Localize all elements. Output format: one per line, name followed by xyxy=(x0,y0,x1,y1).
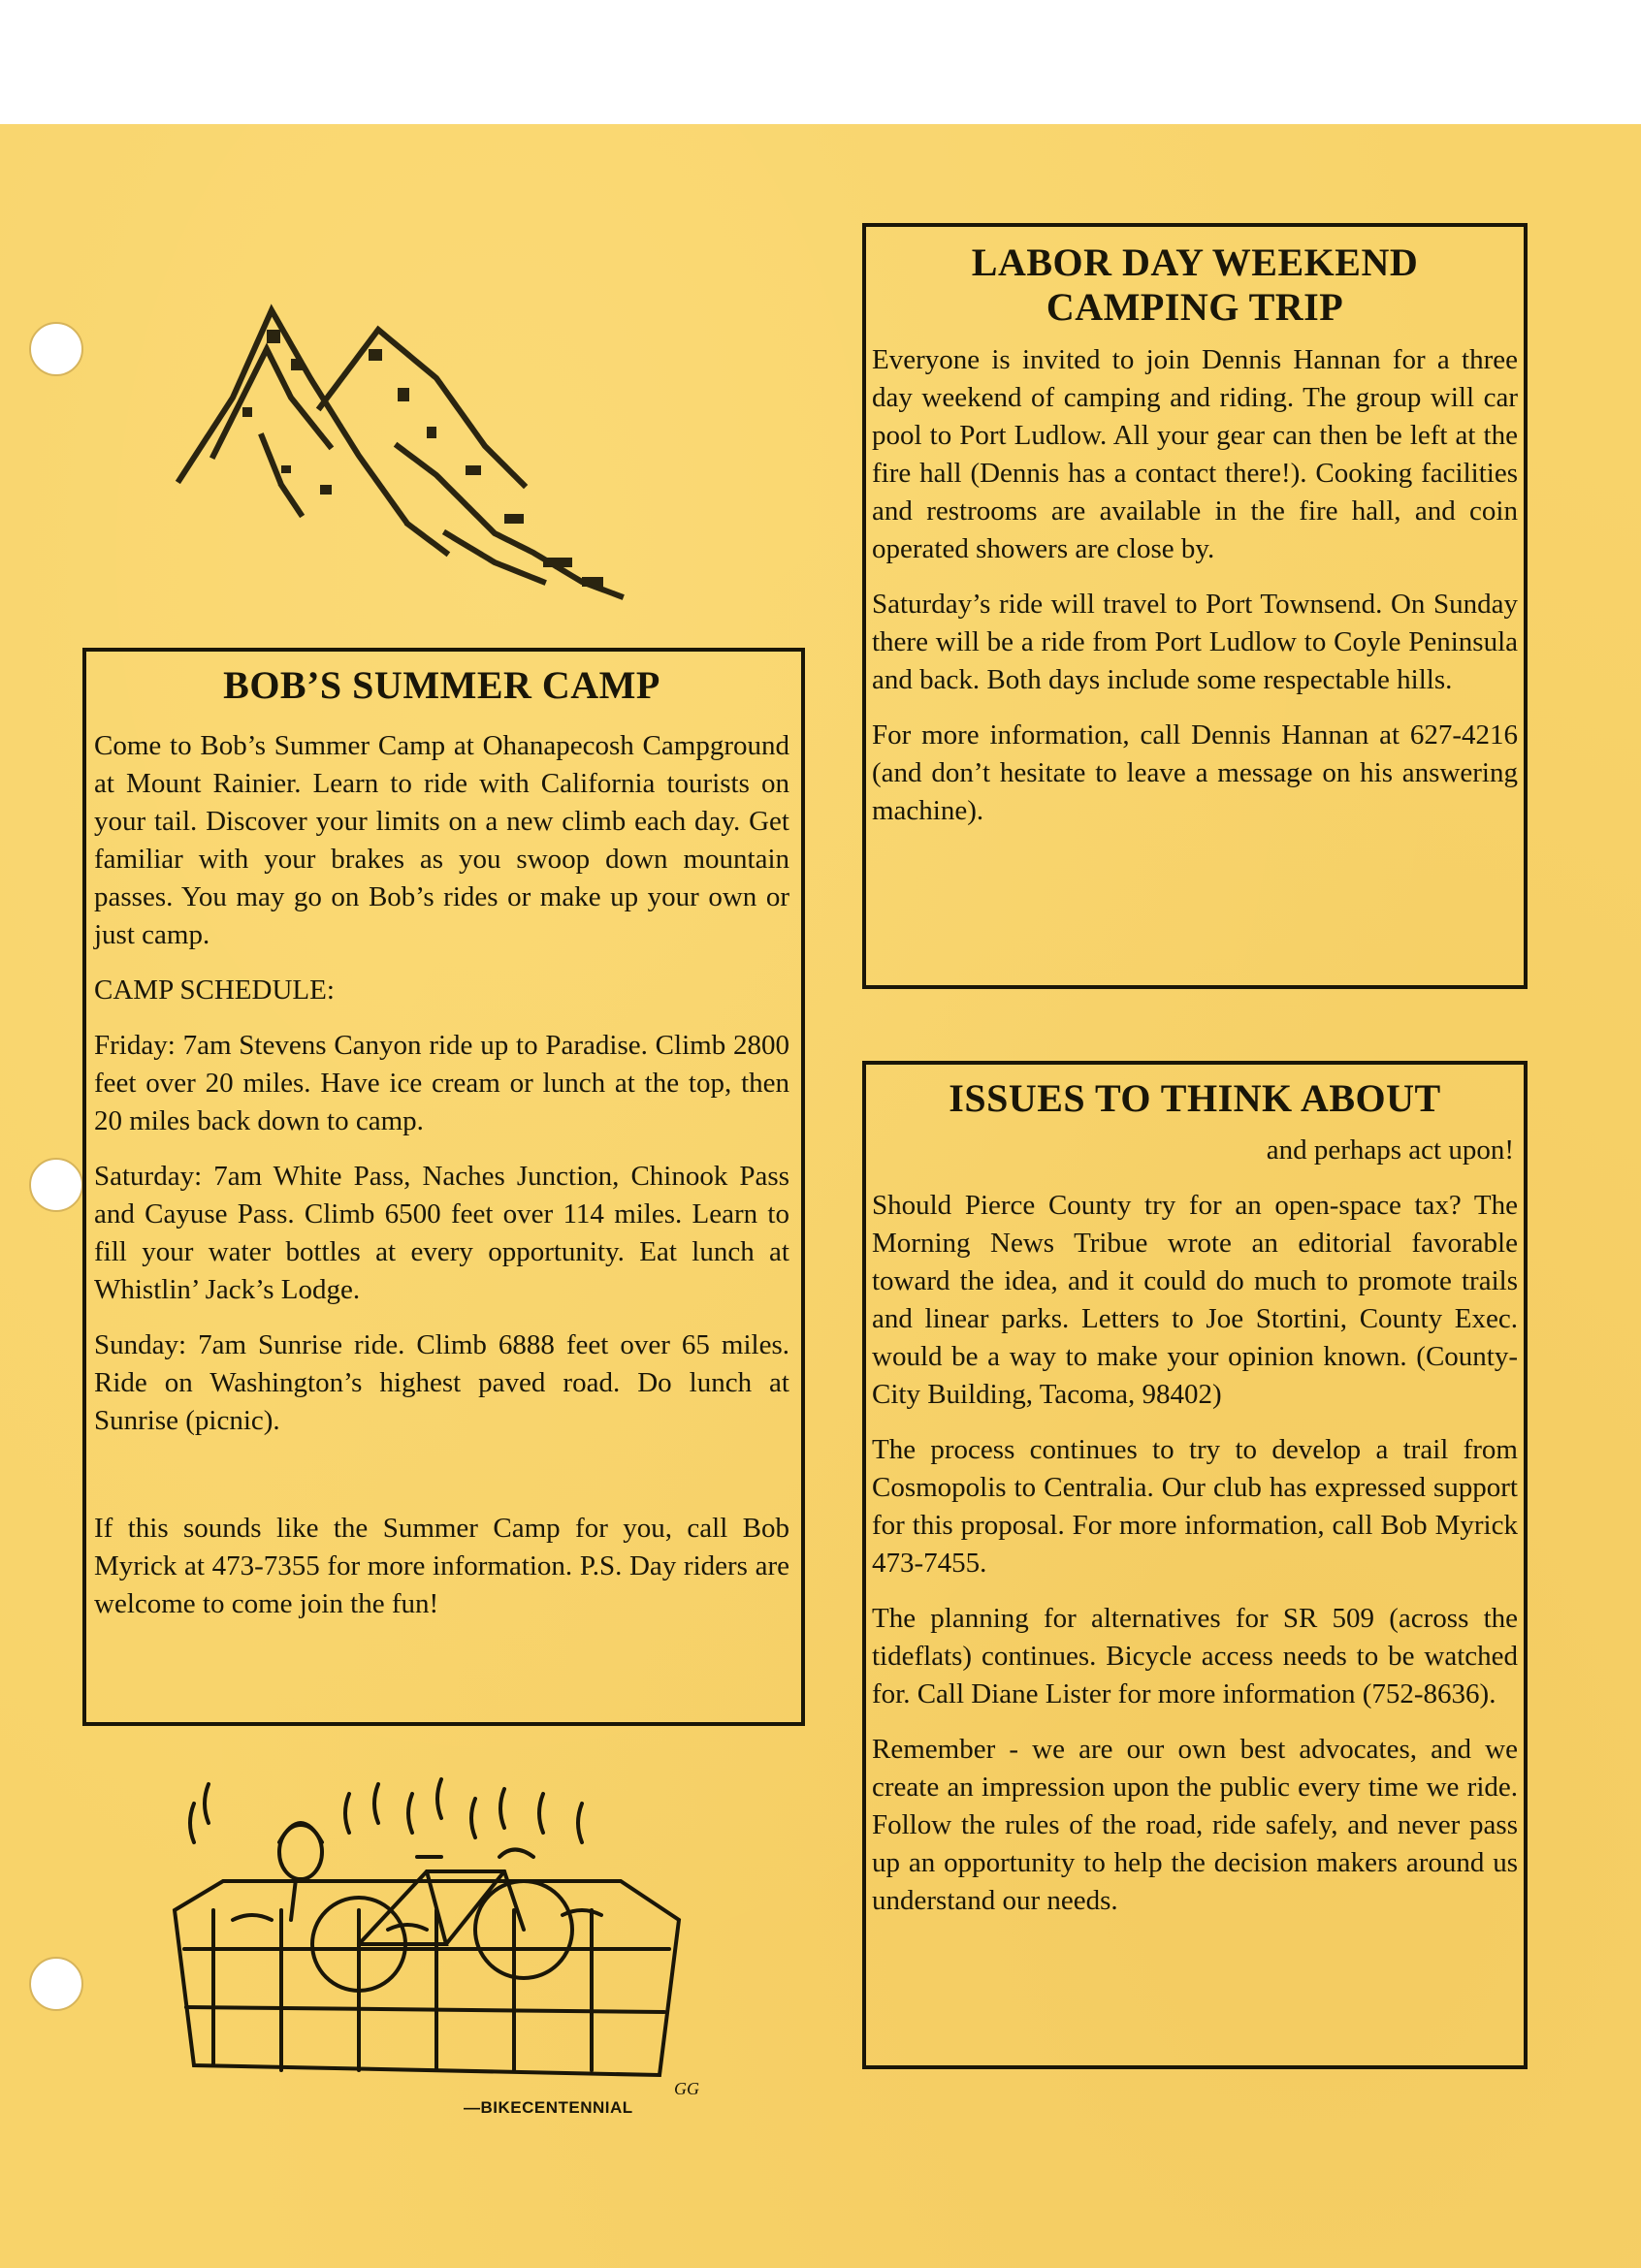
summer-camp-box xyxy=(82,648,805,1726)
labor-day-box xyxy=(862,223,1528,989)
cartoon-signature: GG xyxy=(674,2079,699,2098)
schedule-saturday: Saturday: 7am White Pass, Naches Junction, Chinook Pass and Cayuse Pass. Climb 6500 feet over 114 miles. Learn to fill your water bottles at every opportunity. Eat lunch at Whistlin’ Jack’s Lodge. xyxy=(94,1161,789,1305)
issues-p1: Should Pierce County try for an open-space tax? The Morning News Tribue wrote an editorial favorable toward the idea, and it could do much to promote trails and linear parks. Letters to Joe Stortini, County Exec. would be a way to make your opinion known. (County-City Building, Tacoma, 98402) xyxy=(872,1190,1518,1410)
issues-box xyxy=(862,1061,1528,2069)
hot-tub-cartoon-icon xyxy=(155,1774,718,2114)
summer-camp-intro: Come to Bob’s Summer Camp at Ohanapecosh Campground at Mount Rainier. Learn to ride with California tourists on your tail. Discover your limits on a new climb each day. Get familiar with your brakes as you swoop down mountain passes. You may go on Bob’s rides or make up your own or just camp. xyxy=(94,730,789,950)
cartoon-caption: —BIKECENTENNIAL xyxy=(464,2098,633,2117)
punch-hole xyxy=(29,1957,83,2011)
schedule-friday: Friday: 7am Stevens Canyon ride up to Paradise. Climb 2800 feet over 20 miles. Have ice cream or lunch at the top, then 20 miles back down to camp. xyxy=(94,1030,789,1136)
summer-camp-title: BOB’S SUMMER CAMP xyxy=(223,663,660,707)
summer-camp-contact: If this sounds like the Summer Camp for you, call Bob Myrick at 473-7355 for more information. P.S. Day riders are welcome to come join the fun! xyxy=(94,1513,789,1619)
issues-p4: Remember - we are our own best advocates, and we create an impression upon the public every time we ride. Follow the rules of the road, ride safely, and never pass up an opportunity to help the decision makers around us understand our needs. xyxy=(872,1734,1518,1916)
labor-day-title-line2: CAMPING TRIP xyxy=(1046,285,1344,329)
punch-hole xyxy=(29,1158,83,1212)
schedule-sunday: Sunday: 7am Sunrise ride. Climb 6888 feet over 65 miles. Ride on Washington’s highest paved road. Do lunch at Sunrise (picnic). xyxy=(94,1329,789,1436)
issues-p3: The planning for alternatives for SR 509 (across the tideflats) continues. Bicycle access needs to be watched for. Call Diane Lister for more information (752-8636). xyxy=(872,1603,1518,1709)
labor-day-p1: Everyone is invited to join Dennis Hannan for a three day weekend of camping and riding. The group will car pool to Port Ludlow. All your gear can then be left at the fire hall (Dennis has a contact there!). Cooking facilities and restrooms are available in the fire hall, and coin operated showers are close by. xyxy=(872,344,1518,564)
camp-schedule-heading: CAMP SCHEDULE: xyxy=(94,974,335,1006)
labor-day-p2: Saturday’s ride will travel to Port Townsend. On Sunday there will be a ride from Port Ludlow to Coyle Peninsula and back. Both days include some respectable hills. xyxy=(872,589,1518,695)
mountains-icon xyxy=(175,291,640,601)
labor-day-title-line1: LABOR DAY WEEKEND xyxy=(971,240,1419,284)
labor-day-p3: For more information, call Dennis Hannan at 627-4216 (and don’t hesitate to leave a message on his answering machine). xyxy=(872,719,1518,826)
issues-title: ISSUES TO THINK ABOUT xyxy=(949,1076,1441,1120)
punch-hole xyxy=(29,322,83,376)
issues-subtitle: and perhaps act upon! xyxy=(1266,1134,1514,1166)
issues-p2: The process continues to try to develop a trail from Cosmopolis to Centralia. Our club has expressed support for this proposal. For more information, call Bob Myrick 473-7455. xyxy=(872,1434,1518,1579)
